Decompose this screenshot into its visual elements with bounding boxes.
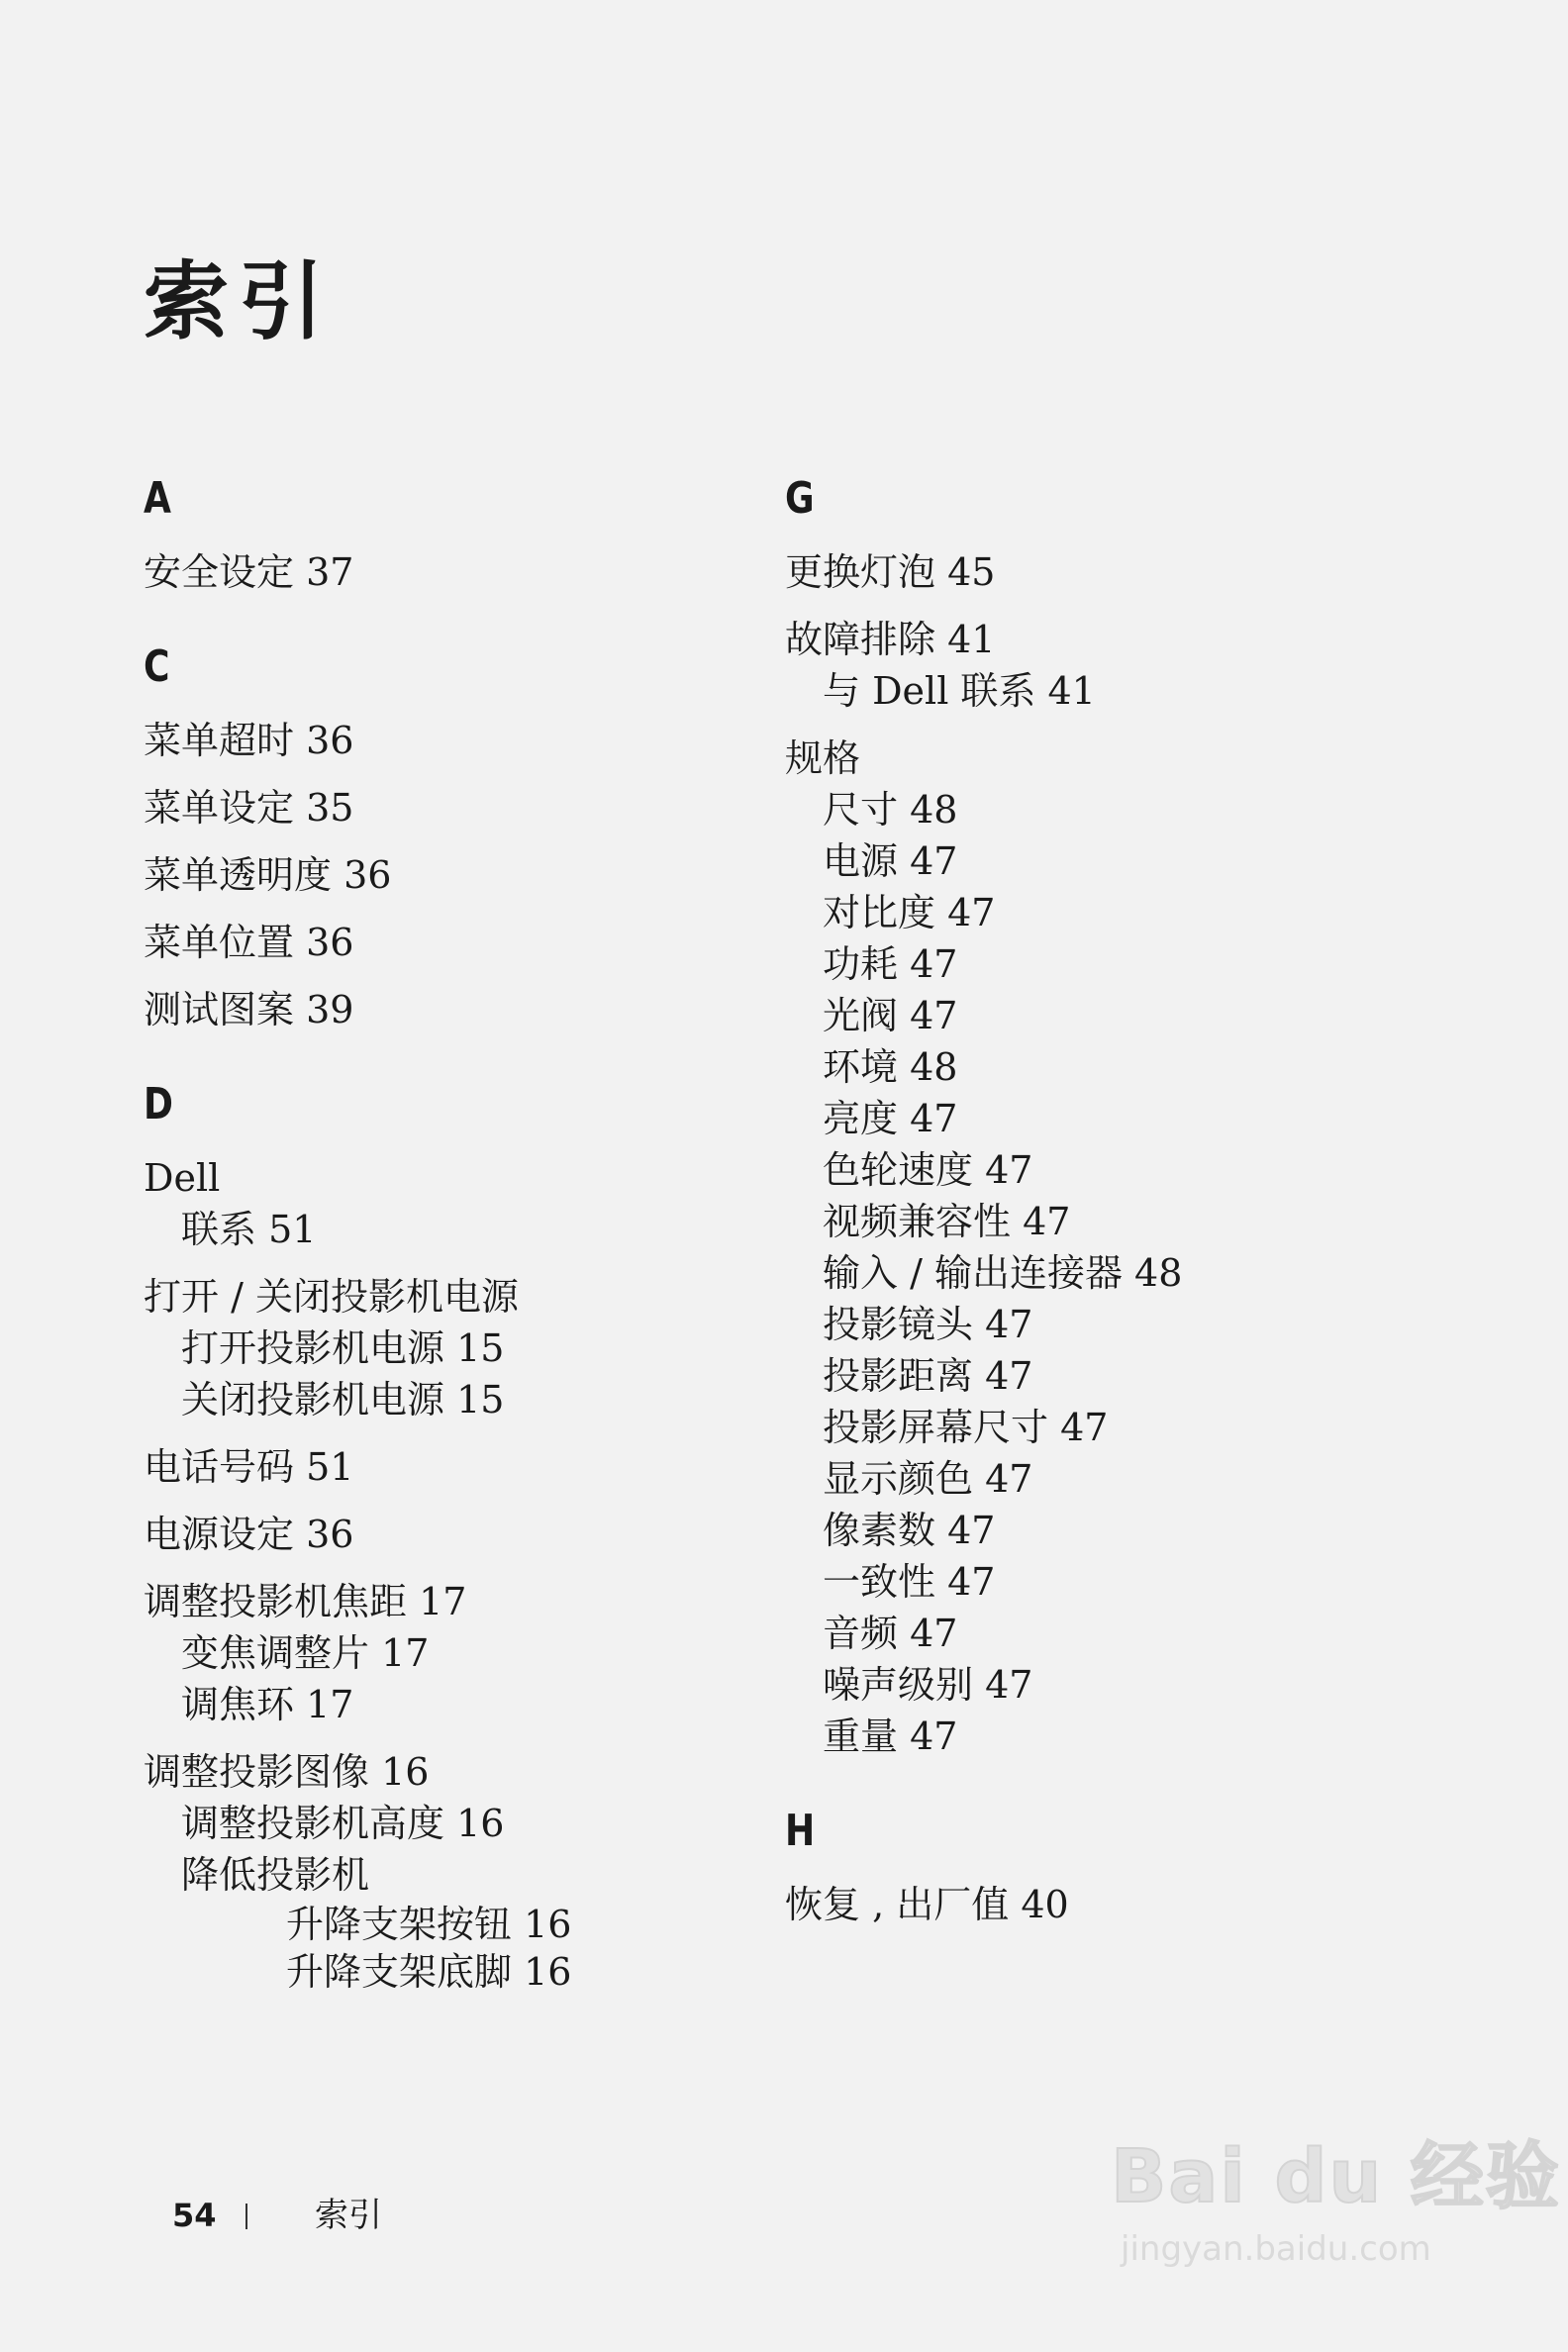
footer-section-label: 索引 <box>315 2196 382 2235</box>
index-subsubterm: 升降支架底脚 16 <box>286 1950 572 1994</box>
index-term: 更换灯泡 45 <box>785 550 996 594</box>
index-term: 故障排除 41 <box>785 618 996 661</box>
index-column-left <box>144 473 817 2043</box>
index-subterm: 与 Dell 联系 41 <box>823 669 1096 713</box>
index-subterm: 显示颜色 47 <box>823 1457 1033 1501</box>
index-subterm: 尺寸 48 <box>823 788 958 832</box>
index-entry <box>144 1441 817 1493</box>
index-term: Dell <box>144 1156 221 1200</box>
index-subsubterm: 升降支架按钮 16 <box>286 1903 572 1946</box>
index-subterm: 电源 47 <box>823 839 958 883</box>
index-term: 菜单超时 36 <box>144 719 354 762</box>
page-title: 索引 <box>144 252 334 351</box>
section-letter: C <box>144 641 170 692</box>
index-subterm: 噪声级别 47 <box>823 1663 1033 1707</box>
index-subterm: 亮度 47 <box>823 1097 958 1140</box>
index-term: 调整投影图像 16 <box>144 1750 430 1794</box>
index-subterm: 降低投影机 <box>181 1853 370 1897</box>
index-term: 菜单透明度 36 <box>144 853 392 897</box>
index-term: 电源设定 36 <box>144 1513 354 1556</box>
index-subterm: 输入 / 输出连接器 48 <box>823 1251 1183 1295</box>
index-subterm: 功耗 47 <box>823 942 958 986</box>
index-subterm: 重量 47 <box>823 1715 958 1758</box>
index-subterm: 投影镜头 47 <box>823 1303 1033 1346</box>
index-term: 打开 / 关闭投影机电源 <box>144 1275 519 1319</box>
index-term: 安全设定 37 <box>144 550 354 594</box>
index-section <box>785 1806 1458 1930</box>
index-subterm: 像素数 47 <box>823 1509 996 1552</box>
index-subterm: 调焦环 17 <box>181 1683 354 1726</box>
index-subterm: 调整投影机高度 16 <box>181 1802 505 1845</box>
index-subterm: 色轮速度 47 <box>823 1148 1033 1192</box>
footer-divider <box>245 2204 247 2229</box>
section-letter: D <box>144 1079 173 1129</box>
section-letter: G <box>785 473 815 524</box>
index-term: 调整投影机焦距 17 <box>144 1580 467 1623</box>
index-term: 电话号码 51 <box>144 1445 354 1489</box>
page-number: 54 <box>172 2197 217 2234</box>
index-entry <box>144 1271 817 1425</box>
index-section <box>144 1079 817 1996</box>
index-entry <box>144 546 817 598</box>
index-section <box>785 473 1458 1762</box>
section-letter: A <box>144 473 171 524</box>
watermark-logo: Bai du 经验 <box>1111 2134 1561 2219</box>
index-subterm: 一致性 47 <box>823 1560 996 1604</box>
section-letter: H <box>785 1806 816 1856</box>
index-entry <box>144 1509 817 1560</box>
watermark-url: jingyan.baidu.com <box>1121 2229 1431 2269</box>
index-subterm: 视频兼容性 47 <box>823 1200 1071 1243</box>
index-entry <box>144 849 817 901</box>
index-entry <box>785 733 1458 1762</box>
index-subterm: 对比度 47 <box>823 891 996 934</box>
index-subterm: 环境 48 <box>823 1045 958 1089</box>
index-subterm: 光阀 47 <box>823 994 958 1037</box>
index-entry <box>785 614 1458 717</box>
index-column-right <box>785 473 1458 1978</box>
index-section <box>144 473 817 598</box>
index-term: 测试图案 39 <box>144 988 354 1031</box>
index-subterm: 投影屏幕尺寸 47 <box>823 1406 1109 1449</box>
index-subterm: 投影距离 47 <box>823 1354 1033 1398</box>
index-subterm: 音频 47 <box>823 1612 958 1655</box>
index-section <box>144 641 817 1035</box>
index-term: 规格 <box>785 736 861 780</box>
index-subterm: 关闭投影机电源 15 <box>181 1378 505 1421</box>
index-subterm: 变焦调整片 17 <box>181 1631 430 1675</box>
index-subterm: 打开投影机电源 15 <box>181 1326 505 1370</box>
index-term: 菜单设定 35 <box>144 786 354 830</box>
index-subterm: 联系 51 <box>181 1208 317 1251</box>
index-entry <box>785 546 1458 598</box>
index-term: 恢复 , 出厂值 40 <box>785 1883 1069 1926</box>
index-entry <box>144 1576 817 1730</box>
index-entry <box>144 782 817 833</box>
baidu-jingyan-watermark <box>1111 2118 1561 2287</box>
index-entry <box>144 1152 817 1255</box>
index-entry <box>144 715 817 766</box>
index-entry <box>144 1746 817 1996</box>
index-entry <box>144 984 817 1035</box>
index-entry <box>785 1879 1458 1930</box>
index-entry <box>144 917 817 968</box>
index-term: 菜单位置 36 <box>144 921 354 964</box>
